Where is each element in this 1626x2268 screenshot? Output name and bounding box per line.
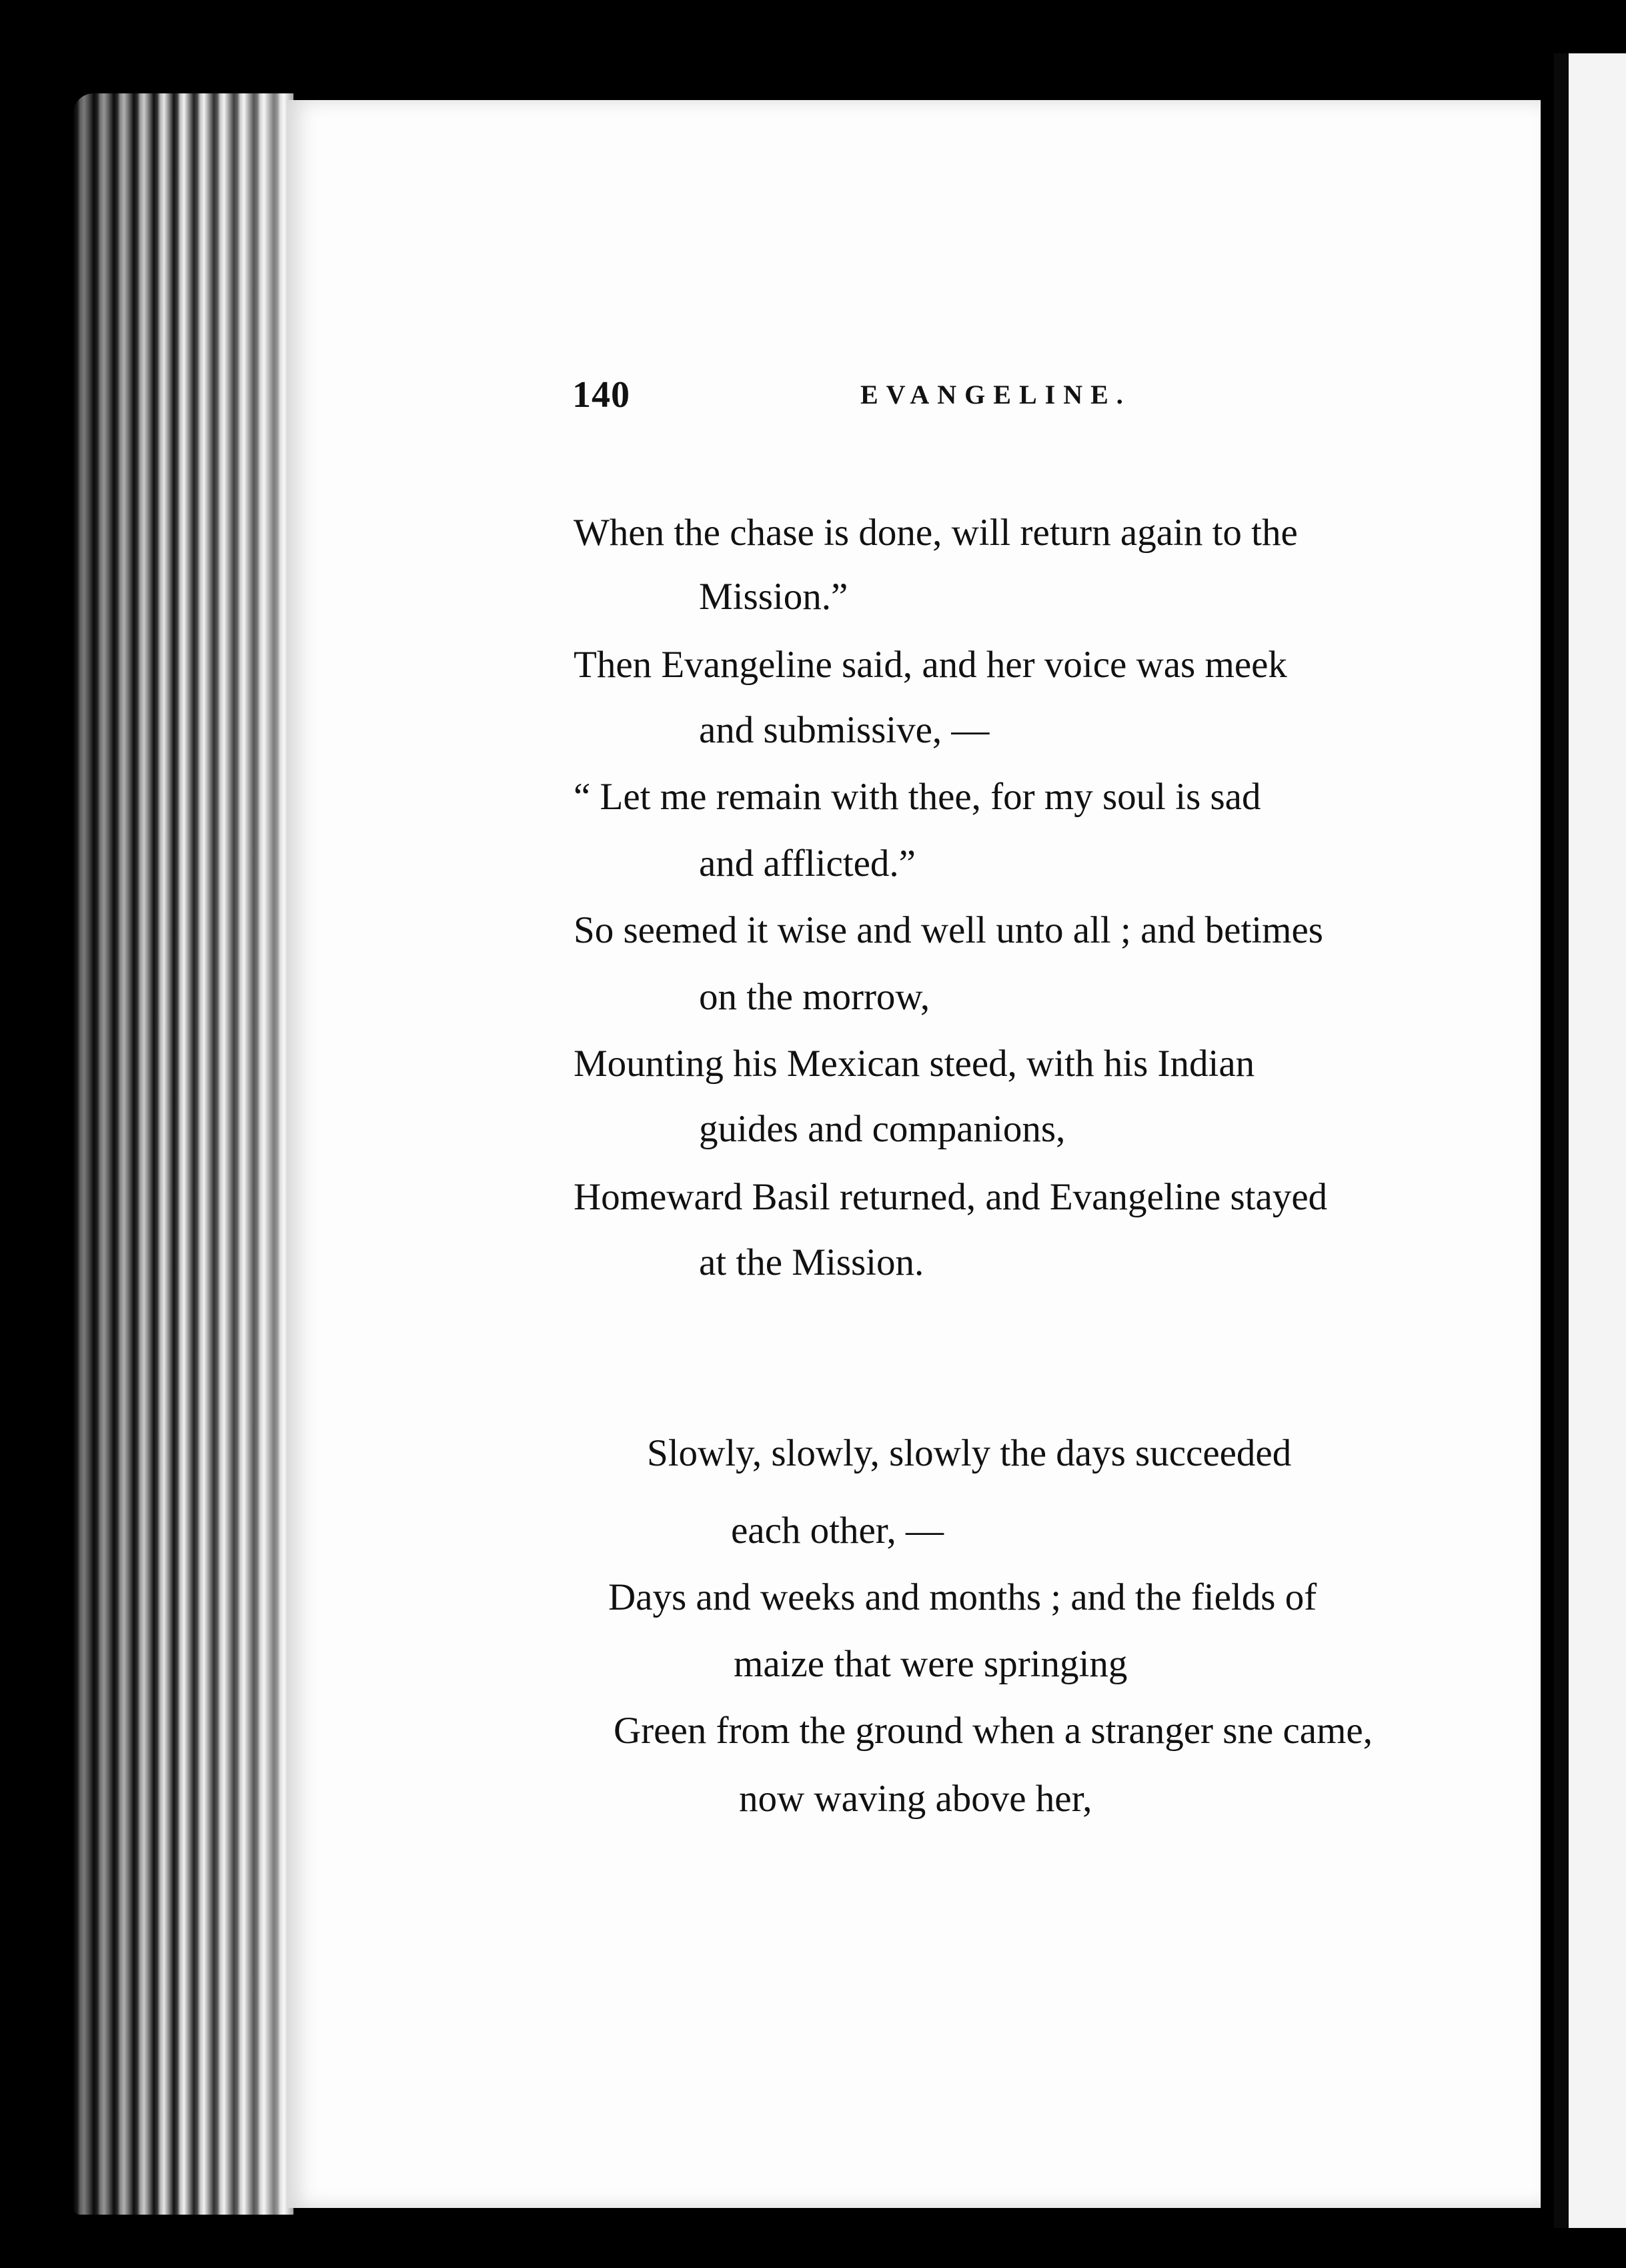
- book-page-edges: [73, 93, 293, 2215]
- poem-line: and afflicted.”: [699, 842, 916, 885]
- page-number: 140: [572, 374, 630, 416]
- poem-line: Mounting his Mexican steed, with his Indian: [574, 1043, 1255, 1085]
- poem-line: Then Evangeline said, and her voice was meek: [574, 644, 1287, 686]
- poem-line: and submissive, —: [699, 709, 990, 751]
- poem-line: Homeward Basil returned, and Evangeline stayed: [574, 1176, 1328, 1218]
- poem-line: at the Mission.: [699, 1241, 924, 1283]
- poem-line: Slowly, slowly, slowly the days succeeded: [647, 1432, 1292, 1474]
- poem-line: Mission.”: [699, 576, 848, 618]
- poem-line: So seemed it wise and well unto all ; and betimes: [574, 909, 1323, 951]
- running-title: EVANGELINE.: [860, 380, 1131, 410]
- facing-page-edge: [1554, 53, 1626, 2228]
- book-page: [287, 100, 1541, 2208]
- poem-line: maize that were springing: [734, 1643, 1128, 1685]
- poem-line: “ Let me remain with thee, for my soul is sad: [574, 776, 1261, 818]
- poem-line: each other, —: [731, 1510, 944, 1552]
- poem-line: Days and weeks and months ; and the fields of: [608, 1576, 1317, 1618]
- poem-line: Green from the ground when a stranger sne came,: [614, 1710, 1373, 1752]
- poem-line: When the chase is done, will return again to the: [574, 512, 1298, 554]
- poem-line: on the morrow,: [699, 976, 930, 1018]
- poem-line: guides and companions,: [699, 1108, 1066, 1150]
- poem-line: now waving above her,: [739, 1778, 1092, 1820]
